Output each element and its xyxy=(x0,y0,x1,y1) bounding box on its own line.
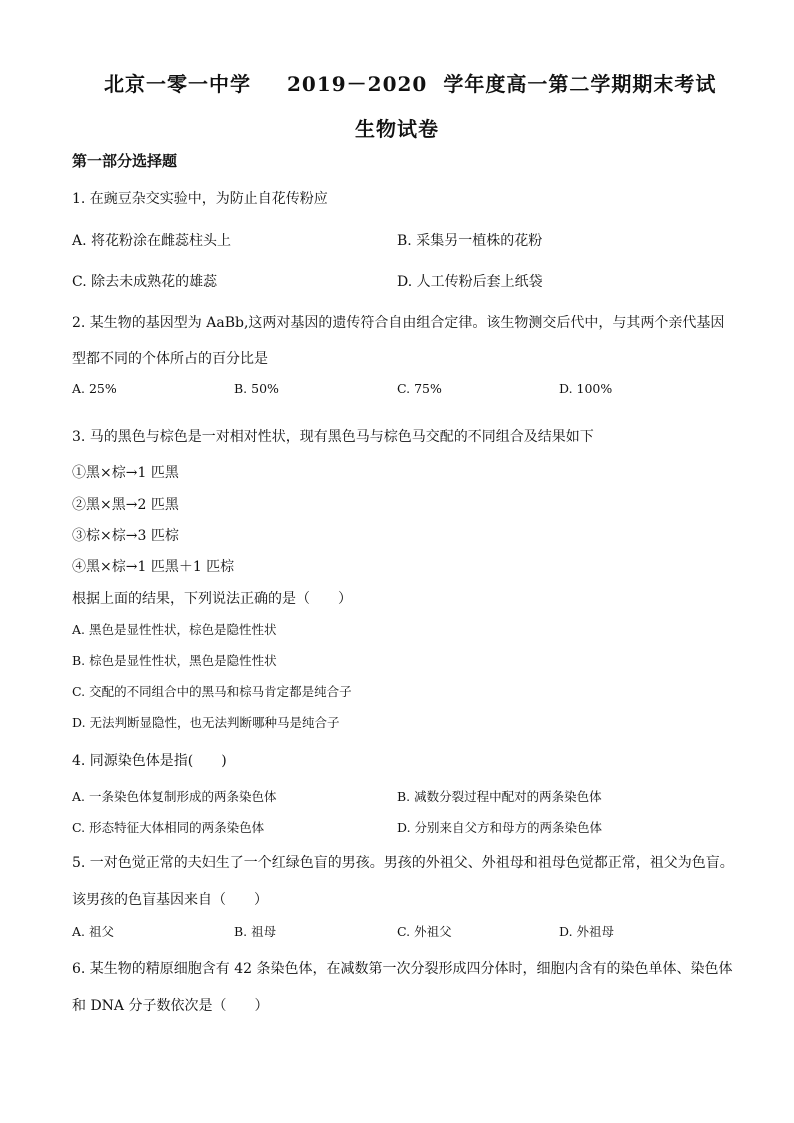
question-5-option-a: A. 祖父 xyxy=(72,924,114,939)
question-3-option-a: A. 黑色是显性性状，棕色是隐性性状 xyxy=(72,622,277,637)
question-3-result-3: ③棕×棕→3 匹棕 xyxy=(72,528,179,544)
question-2-option-b: B. 50% xyxy=(234,381,279,396)
question-3-result-2: ②黑×黑→2 匹黑 xyxy=(72,497,179,513)
question-5-option-c: C. 外祖父 xyxy=(397,924,452,939)
question-1-stem: 1. 在豌豆杂交实验中，为防止自花传粉应 xyxy=(72,191,328,207)
question-3-option-b: B. 棕色是显性性状，黑色是隐性性状 xyxy=(72,653,277,668)
question-3-question: 根据上面的结果，下列说法正确的是（ ） xyxy=(72,591,352,607)
question-5-stem-line-2: 该男孩的色盲基因来自（ ） xyxy=(72,892,268,908)
school-name: 北京一零一中学 xyxy=(104,72,251,96)
question-5-option-b: B. 祖母 xyxy=(234,924,277,939)
question-4-option-a: A. 一条染色体复制形成的两条染色体 xyxy=(72,789,277,804)
question-2-option-a: A. 25% xyxy=(72,381,117,396)
question-5-stem-line-1: 5. 一对色觉正常的夫妇生了一个红绿色盲的男孩。男孩的外祖父、外祖母和祖母色觉都正常，祖父为色盲。 xyxy=(72,855,734,871)
section-title: 第一部分选择题 xyxy=(72,152,178,170)
question-6-stem-line-2: 和 DNA 分子数依次是（ ） xyxy=(72,998,269,1014)
exam-term: 学年度高一第二学期期末考试 xyxy=(443,72,717,96)
exam-title xyxy=(104,68,716,97)
question-4-option-b: B. 减数分裂过程中配对的两条染色体 xyxy=(397,789,602,804)
school-years: 2019－2020 xyxy=(287,72,428,96)
exam-subject: 生物试卷 xyxy=(355,117,439,141)
question-4-option-d: D. 分别来自父方和母方的两条染色体 xyxy=(397,820,603,835)
question-6-stem-line-1: 6. 某生物的精原细胞含有 42 条染色体，在减数第一次分裂形成四分体时，细胞内含有的染色单体、染色体 xyxy=(72,961,733,977)
question-4-option-c: C. 形态特征大体相同的两条染色体 xyxy=(72,820,265,835)
question-3-result-4: ④黑×棕→1 匹黑＋1 匹棕 xyxy=(72,559,235,575)
question-3-stem: 3. 马的黑色与棕色是一对相对性状，现有黑色马与棕色马交配的不同组合及结果如下 xyxy=(72,429,594,445)
question-2-option-c: C. 75% xyxy=(397,381,442,396)
question-5-option-d: D. 外祖母 xyxy=(559,924,615,939)
question-3-result-1: ①黑×棕→1 匹黑 xyxy=(72,465,179,481)
question-1-option-c: C. 除去未成熟花的雄蕊 xyxy=(72,274,218,290)
question-2-stem-line-2: 型都不同的个体所占的百分比是 xyxy=(72,351,268,367)
question-2-option-d: D. 100% xyxy=(559,381,613,396)
question-1-option-b: B. 采集另一植株的花粉 xyxy=(397,233,543,249)
question-4-stem: 4. 同源染色体是指( ) xyxy=(72,753,227,769)
question-1-option-a: A. 将花粉涂在雌蕊柱头上 xyxy=(72,233,232,249)
question-1-option-d: D. 人工传粉后套上纸袋 xyxy=(397,274,543,290)
question-3-option-d: D. 无法判断显隐性，也无法判断哪种马是纯合子 xyxy=(72,715,340,730)
question-3-option-c: C. 交配的不同组合中的黑马和棕马肯定都是纯合子 xyxy=(72,684,352,699)
question-2-stem-line-1: 2. 某生物的基因型为 AaBb,这两对基因的遗传符合自由组合定律。该生物测交后代中，与其两个亲代基因 xyxy=(72,315,725,331)
